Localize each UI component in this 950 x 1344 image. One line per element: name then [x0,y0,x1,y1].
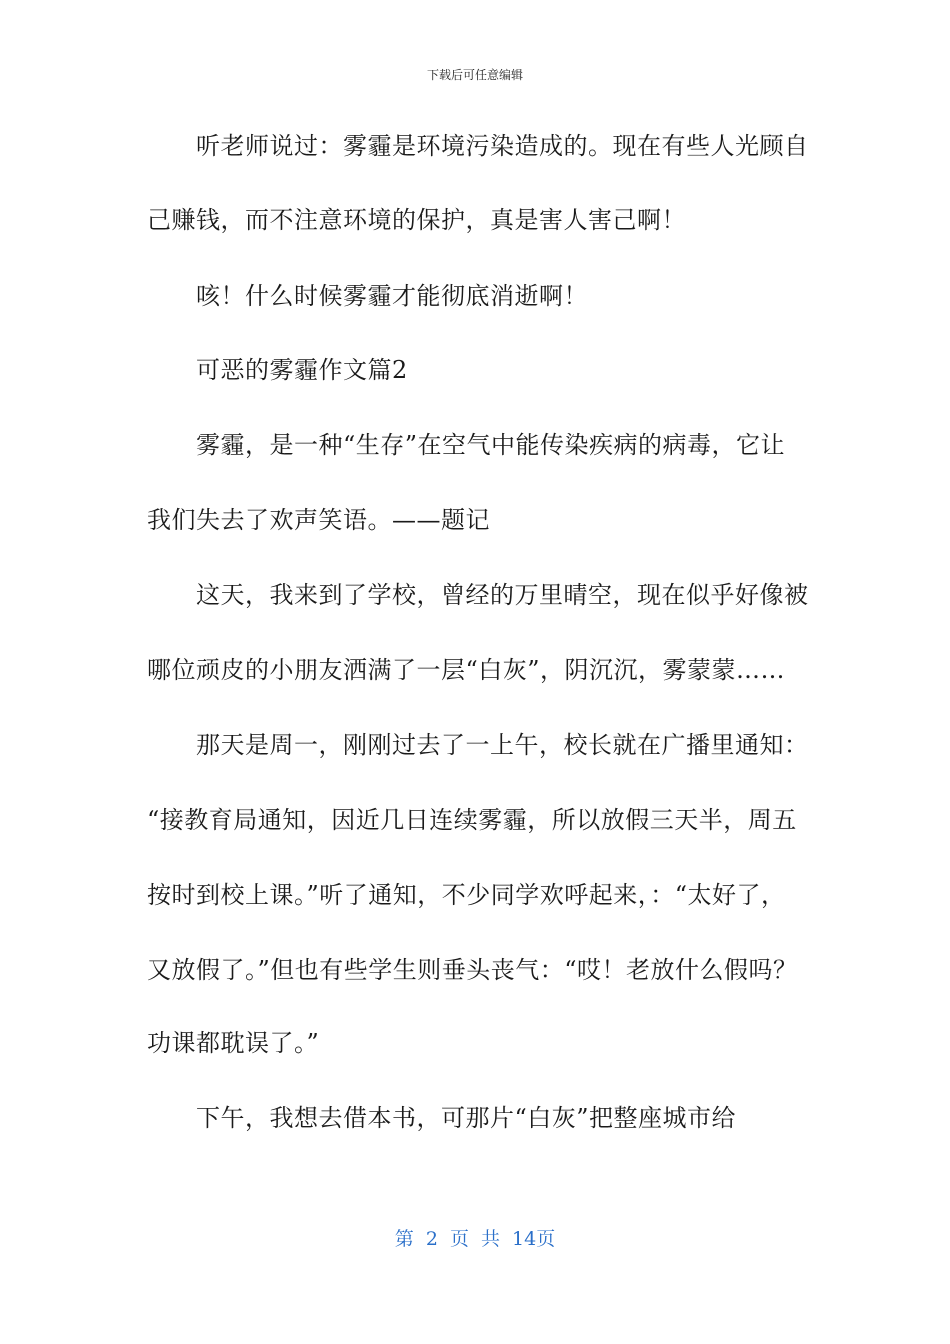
text-line: 咳！什么时候雾霾才能彻底消逝啊！ [147,282,588,310]
text-line: 这天，我来到了学校，曾经的万里晴空，现在似乎好像被 [147,581,809,609]
text-line: 我们失去了欢声笑语。——题记 [147,506,490,534]
text-line: 下午，我想去借本书，可那片“白灰”把整座城市给 [147,1104,737,1132]
text-line: 听老师说过：雾霾是环境污染造成的。现在有些人光顾自 [147,132,809,160]
section-heading: 可恶的雾霾作文篇2 [147,356,408,384]
text-line: “接教育局通知，因近几日连续雾霾，所以放假三天半，周五 [147,806,797,834]
text-line: 雾霾，是一种“生存”在空气中能传染疾病的病毒，它让 [147,431,786,459]
text-line: 哪位顽皮的小朋友洒满了一层“白灰”，阴沉沉，雾蒙蒙…… [147,656,786,684]
text-line: 那天是周一，刚刚过去了一上午，校长就在广播里通知： [147,731,809,759]
text-line: 又放假了。”但也有些学生则垂头丧气：“哎！老放什么假吗？ [147,956,798,984]
page-header: 下载后可任意编辑 [426,68,523,82]
text-line: 己赚钱，而不注意环境的保护，真是害人害己啊！ [147,206,686,234]
page-number: 第 2 页 共 14页 [394,1228,556,1250]
text-line: 按时到校上课。”听了通知，不少同学欢呼起来，：“太好了， [147,881,786,909]
text-line: 功课都耽误了。” [147,1029,320,1057]
